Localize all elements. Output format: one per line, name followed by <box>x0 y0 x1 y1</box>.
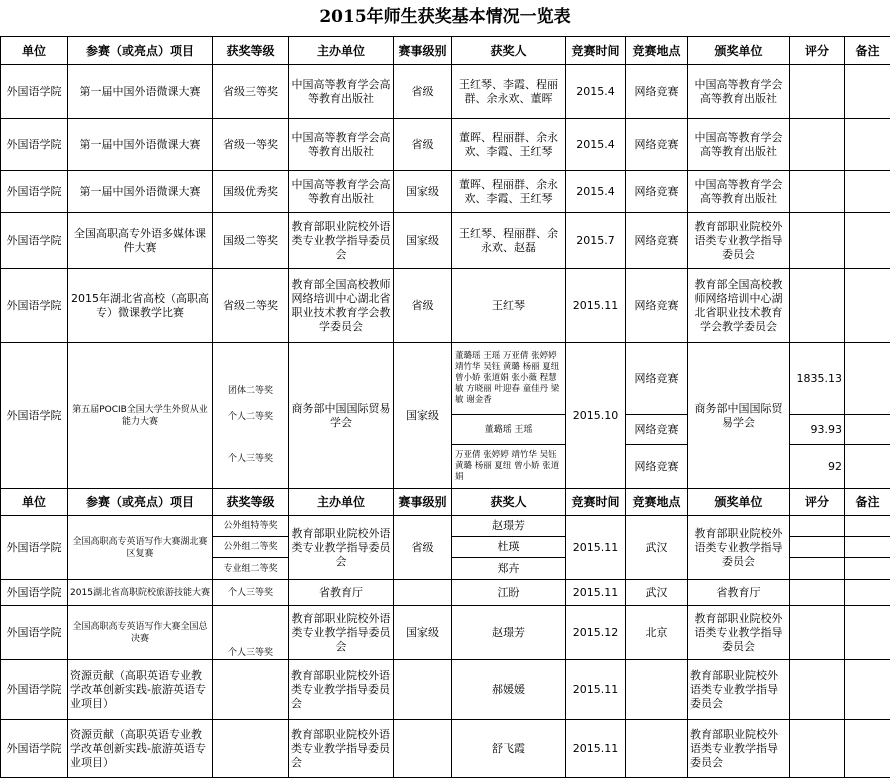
header-cell: 参赛（或亮点）项目 <box>68 37 213 65</box>
score-cell <box>790 269 845 343</box>
remark-cell <box>845 580 890 606</box>
score-cell <box>790 660 845 720</box>
header-row <box>1 37 890 65</box>
project-cell: 资源贡献（高职英语专业教学改革创新实践-旅游英语专业项目） <box>68 660 213 720</box>
grade-cell: 省级 <box>394 516 452 580</box>
remark-cell <box>845 65 890 119</box>
time-cell: 2015.11 <box>566 516 626 580</box>
table-row <box>1 516 890 537</box>
winners-cell: 王红琴 <box>452 269 566 343</box>
header-cell: 竞赛时间 <box>566 37 626 65</box>
table-row <box>1 213 890 269</box>
winners-cell: 王红琴、程丽群、余永欢、赵磊 <box>452 213 566 269</box>
header-cell: 竞赛地点 <box>626 489 688 516</box>
winners-cell: 赵璟芳 <box>452 606 566 660</box>
page-title: 2015年师生获奖基本情况一览表 <box>319 7 571 27</box>
remark-cell <box>845 343 890 415</box>
place-cell: 网络竞赛 <box>626 445 688 489</box>
awards-table <box>0 36 890 778</box>
table-row <box>1 119 890 171</box>
time-cell: 2015.7 <box>566 213 626 269</box>
awarder-cell: 教育部职业院校外语类专业教学指导委员会 <box>688 213 790 269</box>
place-cell: 武汉 <box>626 580 688 606</box>
place-cell: 武汉 <box>626 516 688 580</box>
awarder-cell: 教育部全国高校教师网络培训中心湖北省职业技术教育学会教学委员会 <box>688 269 790 343</box>
header-cell: 竞赛地点 <box>626 37 688 65</box>
score-cell <box>790 537 845 558</box>
place-cell <box>626 660 688 720</box>
winners-cell: 董璐瑶 王瑶 万亚倩 张婷婷 靖竹华 吴钰 黄璐 杨丽 夏纽 曾小娇 张道娟 张小薇 程慧敏 方晓丽 叶迎春 童佳丹 梁敏 谢金香 <box>452 343 566 415</box>
header-cell: 颁奖单位 <box>688 489 790 516</box>
remark-cell <box>845 537 890 558</box>
organizer-cell: 教育部职业院校外语类专业教学指导委员会 <box>289 516 394 580</box>
level-line: 个人二等奖 <box>227 411 273 422</box>
winners-cell: 舒飞霞 <box>452 720 566 778</box>
winners-cell: 董晖、程丽群、余永欢、李霞、王红琴 <box>452 119 566 171</box>
header-cell: 主办单位 <box>289 37 394 65</box>
level-line: 个人三等奖 <box>227 453 273 464</box>
remark-cell <box>845 415 890 445</box>
unit-cell: 外国语学院 <box>1 580 68 606</box>
remark-cell <box>845 119 890 171</box>
header-cell: 评分 <box>790 37 845 65</box>
winners-cell: 董晖、程丽群、余永欢、李霞、王红琴 <box>452 171 566 213</box>
winners-cell: 王红琴、李霞、程丽群、余永欢、董晖 <box>452 65 566 119</box>
project-cell: 2015湖北省高职院校旅游技能大赛 <box>68 580 213 606</box>
score-cell: 92 <box>790 445 845 489</box>
project-cell: 第一届中国外语微课大赛 <box>68 171 213 213</box>
grade-cell: 国家级 <box>394 171 452 213</box>
time-cell: 2015.4 <box>566 119 626 171</box>
project-cell: 全国高职高专外语多媒体课件大赛 <box>68 213 213 269</box>
organizer-cell: 教育部职业院校外语类专业教学指导委员会 <box>289 606 394 660</box>
awarder-cell: 教育部职业院校外语类专业教学指导委员会 <box>688 516 790 580</box>
level-cell: 省级二等奖 <box>213 269 289 343</box>
time-cell: 2015.4 <box>566 171 626 213</box>
level-cell: 公外组特等奖 <box>213 516 289 537</box>
table-row <box>1 269 890 343</box>
grade-cell: 国家级 <box>394 343 452 489</box>
place-cell: 网络竞赛 <box>626 415 688 445</box>
organizer-cell: 教育部职业院校外语类专业教学指导委员会 <box>289 213 394 269</box>
table-row <box>1 171 890 213</box>
score-cell <box>790 720 845 778</box>
score-cell <box>790 213 845 269</box>
grade-cell: 国家级 <box>394 213 452 269</box>
unit-cell: 外国语学院 <box>1 65 68 119</box>
organizer-cell: 中国高等教育学会高等教育出版社 <box>289 171 394 213</box>
awarder-cell: 教育部职业院校外语类专业教学指导委员会 <box>688 720 790 778</box>
header-cell: 评分 <box>790 489 845 516</box>
time-cell: 2015.11 <box>566 720 626 778</box>
awarder-cell: 中国高等教育学会高等教育出版社 <box>688 119 790 171</box>
place-cell <box>626 720 688 778</box>
remark-cell <box>845 516 890 537</box>
header-cell: 获奖人 <box>452 37 566 65</box>
level-cell: 专业组二等奖 <box>213 558 289 580</box>
time-cell: 2015.10 <box>566 343 626 489</box>
grade-cell <box>394 720 452 778</box>
header-cell: 获奖等级 <box>213 489 289 516</box>
header-cell: 竞赛时间 <box>566 489 626 516</box>
score-cell: 1835.13 <box>790 343 845 415</box>
grade-cell: 省级 <box>394 269 452 343</box>
score-cell <box>790 558 845 580</box>
organizer-cell: 商务部中国国际贸易学会 <box>289 343 394 489</box>
level-cell <box>213 720 289 778</box>
table-row <box>1 580 890 606</box>
remark-cell <box>845 269 890 343</box>
winners-cell: 董璐瑶 王瑶 <box>452 415 566 445</box>
table-row <box>1 720 890 778</box>
winners-cell: 赵璟芳 <box>452 516 566 537</box>
table-row <box>1 343 890 415</box>
score-cell <box>790 65 845 119</box>
awarder-cell: 教育部职业院校外语类专业教学指导委员会 <box>688 660 790 720</box>
winners-cell: 郝媛媛 <box>452 660 566 720</box>
level-cell: 国级优秀奖 <box>213 171 289 213</box>
score-cell <box>790 171 845 213</box>
table-row <box>1 660 890 720</box>
remark-cell <box>845 445 890 489</box>
level-cell: 个人三等奖 <box>213 606 289 660</box>
place-cell: 网络竞赛 <box>626 171 688 213</box>
remark-cell <box>845 660 890 720</box>
project-cell: 全国高职高专英语写作大赛湖北赛区复赛 <box>68 516 213 580</box>
place-cell: 北京 <box>626 606 688 660</box>
grade-cell: 国家级 <box>394 606 452 660</box>
level-cell <box>213 343 289 489</box>
level-line: 团体二等奖 <box>227 385 273 396</box>
grade-cell: 省级 <box>394 65 452 119</box>
level-cell: 个人三等奖 <box>213 580 289 606</box>
awarder-cell: 教育部职业院校外语类专业教学指导委员会 <box>688 606 790 660</box>
organizer-cell: 中国高等教育学会高等教育出版社 <box>289 65 394 119</box>
level-cell: 省级一等奖 <box>213 119 289 171</box>
header-cell: 备注 <box>845 37 890 65</box>
unit-cell: 外国语学院 <box>1 516 68 580</box>
project-cell: 第一届中国外语微课大赛 <box>68 119 213 171</box>
unit-cell: 外国语学院 <box>1 213 68 269</box>
time-cell: 2015.11 <box>566 580 626 606</box>
winners-cell: 江盼 <box>452 580 566 606</box>
winners-cell: 杜瑛 <box>452 537 566 558</box>
remark-cell <box>845 720 890 778</box>
grade-cell <box>394 580 452 606</box>
organizer-cell: 教育部全国高校教师网络培训中心湖北省职业技术教育学会教学委员会 <box>289 269 394 343</box>
score-cell <box>790 119 845 171</box>
table-row <box>1 606 890 660</box>
header-cell: 赛事级别 <box>394 489 452 516</box>
organizer-cell: 教育部职业院校外语类专业教学指导委员会 <box>289 660 394 720</box>
header-row <box>1 489 890 516</box>
winners-cell: 郑卉 <box>452 558 566 580</box>
header-cell: 参赛（或亮点）项目 <box>68 489 213 516</box>
awarder-cell: 省教育厅 <box>688 580 790 606</box>
remark-cell <box>845 213 890 269</box>
time-cell: 2015.12 <box>566 606 626 660</box>
unit-cell: 外国语学院 <box>1 660 68 720</box>
level-cell: 国级二等奖 <box>213 213 289 269</box>
unit-cell: 外国语学院 <box>1 606 68 660</box>
header-cell: 获奖等级 <box>213 37 289 65</box>
level-cell: 省级三等奖 <box>213 65 289 119</box>
organizer-cell: 中国高等教育学会高等教育出版社 <box>289 119 394 171</box>
project-cell: 2015年湖北省高校（高职高专）微课教学比赛 <box>68 269 213 343</box>
unit-cell: 外国语学院 <box>1 171 68 213</box>
header-cell: 获奖人 <box>452 489 566 516</box>
project-cell: 资源贡献（高职英语专业教学改革创新实践-旅游英语专业项目） <box>68 720 213 778</box>
project-cell: 第五届POCIB全国大学生外贸从业能力大赛 <box>68 343 213 489</box>
organizer-cell: 省教育厅 <box>289 580 394 606</box>
level-cell <box>213 660 289 720</box>
awarder-cell: 中国高等教育学会高等教育出版社 <box>688 171 790 213</box>
header-cell: 单位 <box>1 37 68 65</box>
project-cell: 第一届中国外语微课大赛 <box>68 65 213 119</box>
remark-cell <box>845 558 890 580</box>
place-cell: 网络竞赛 <box>626 213 688 269</box>
grade-cell <box>394 660 452 720</box>
header-cell: 单位 <box>1 489 68 516</box>
grade-cell: 省级 <box>394 119 452 171</box>
time-cell: 2015.4 <box>566 65 626 119</box>
organizer-cell: 教育部职业院校外语类专业教学指导委员会 <box>289 720 394 778</box>
project-cell: 全国高职高专英语写作大赛全国总决赛 <box>68 606 213 660</box>
unit-cell: 外国语学院 <box>1 720 68 778</box>
place-cell: 网络竞赛 <box>626 65 688 119</box>
header-cell: 赛事级别 <box>394 37 452 65</box>
time-cell: 2015.11 <box>566 269 626 343</box>
score-cell <box>790 516 845 537</box>
score-cell <box>790 606 845 660</box>
awarder-cell: 商务部中国国际贸易学会 <box>688 343 790 489</box>
place-cell: 网络竞赛 <box>626 343 688 415</box>
score-cell: 93.93 <box>790 415 845 445</box>
place-cell: 网络竞赛 <box>626 269 688 343</box>
level-cell: 公外组二等奖 <box>213 537 289 558</box>
time-cell: 2015.11 <box>566 660 626 720</box>
score-cell <box>790 580 845 606</box>
header-cell: 主办单位 <box>289 489 394 516</box>
winners-cell: 万亚倩 张婷婷 靖竹华 吴钰 黄璐 杨丽 夏纽 曾小娇 张道娟 <box>452 445 566 489</box>
header-cell: 颁奖单位 <box>688 37 790 65</box>
unit-cell: 外国语学院 <box>1 119 68 171</box>
unit-cell: 外国语学院 <box>1 343 68 489</box>
place-cell: 网络竞赛 <box>626 119 688 171</box>
header-cell: 备注 <box>845 489 890 516</box>
remark-cell <box>845 171 890 213</box>
table-row <box>1 65 890 119</box>
remark-cell <box>845 606 890 660</box>
unit-cell: 外国语学院 <box>1 269 68 343</box>
awarder-cell: 中国高等教育学会高等教育出版社 <box>688 65 790 119</box>
